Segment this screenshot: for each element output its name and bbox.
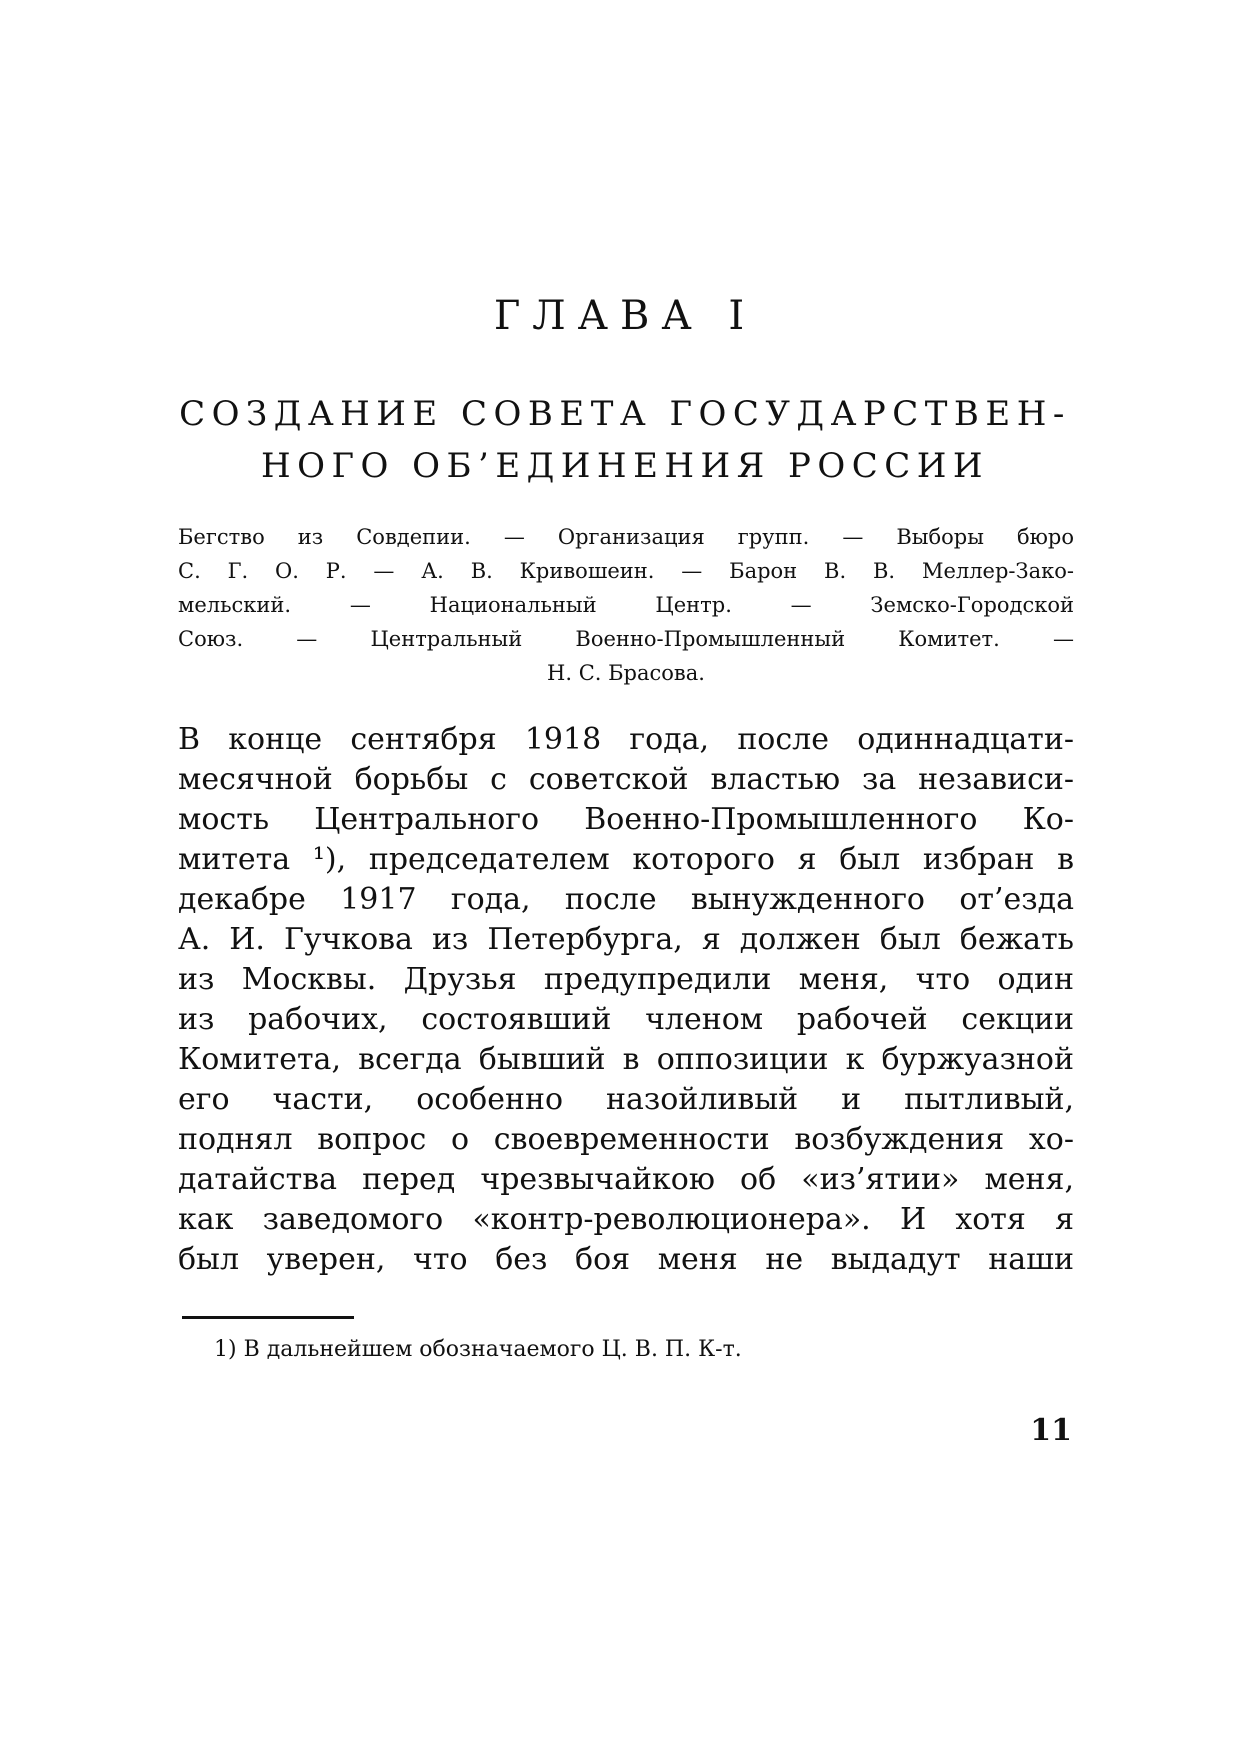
footnote-divider (182, 1316, 354, 1319)
chapter-summary (178, 520, 1074, 690)
chapter-label: ГЛАВА I (493, 293, 757, 339)
summary-line: С. Г. О. Р. — А. В. Кривошеин. — Барон В. В. Меллер-Зако- (178, 559, 1074, 583)
body-line: как заведомого «контр-революционера». И хотя я (178, 1202, 1074, 1237)
body-line: декабре 1917 года, после вынужденного от’езда (178, 882, 1074, 917)
page-number: 11 (1030, 1413, 1072, 1448)
body-line: его части, особенно назойливый и пытливый, (178, 1082, 1074, 1117)
body-line: был уверен, что без боя меня не выдадут наши (178, 1242, 1074, 1277)
footnote (214, 1334, 742, 1366)
body-line: поднял вопрос о своевременности возбуждения хо- (178, 1122, 1074, 1157)
summary-line: мельский. — Национальный Центр. — Земско-Городской (178, 593, 1074, 617)
body-line: Комитета, всегда бывший в оппозиции к буржуазной (178, 1042, 1074, 1077)
summary-line: Бегство из Совдепии. — Организация групп. — Выборы бюро (178, 525, 1074, 549)
footnote-text: В дальнейшем обозначаемого Ц. В. П. К-т. (243, 1337, 742, 1362)
body-text (178, 720, 1074, 1280)
body-line: из рабочих, состоявший членом рабочей секции (178, 1002, 1074, 1037)
chapter-title-line: НОГО ОБ’ЕДИНЕНИЯ РОССИИ (260, 446, 990, 486)
body-line: митета ¹), председателем которого я был избран в (178, 842, 1074, 877)
chapter-title-line: СОЗДАНИЕ СОВЕТА ГОСУДАРСТВЕН- (179, 394, 1071, 434)
chapter-title (170, 388, 1080, 492)
summary-line: Н. С. Брасова. (547, 661, 705, 685)
summary-line: Союз. — Центральный Военно-Промышленный Комитет. — (178, 627, 1074, 651)
body-line: датайства перед чрезвычайкою об «из’ятии» меня, (178, 1162, 1074, 1197)
body-line: А. И. Гучкова из Петербурга, я должен был бежать (178, 922, 1074, 957)
body-line: мость Центрального Военно-Промышленного Ко- (178, 802, 1074, 837)
body-line: из Москвы. Друзья предупредили меня, что один (178, 962, 1074, 997)
body-line: В конце сентября 1918 года, после одиннадцати- (178, 722, 1074, 757)
body-line: месячной борьбы с советской властью за независи- (178, 762, 1074, 797)
footnote-marker: 1) (214, 1337, 237, 1362)
